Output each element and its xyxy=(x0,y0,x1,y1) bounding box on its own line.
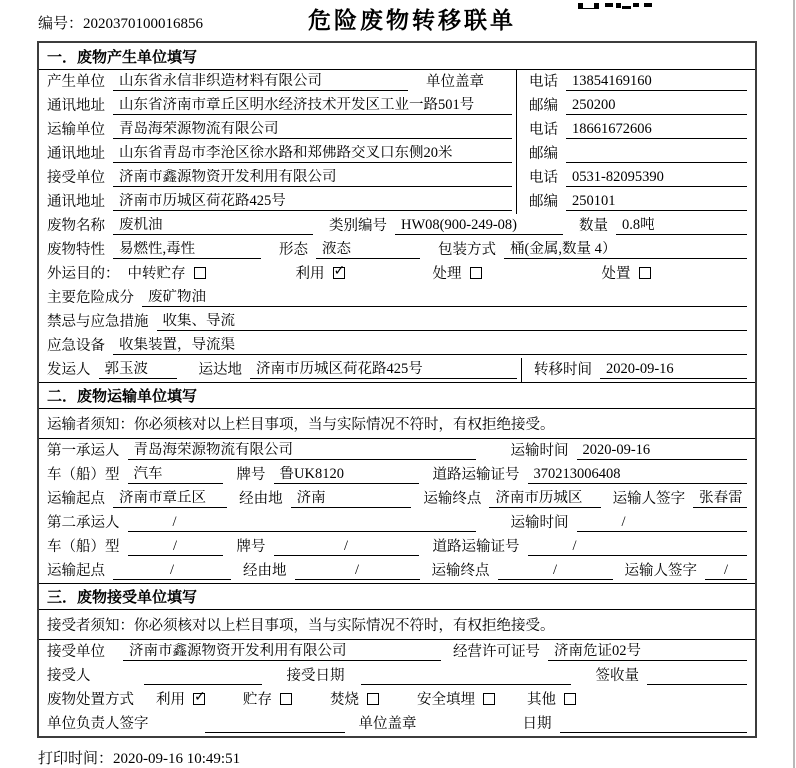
plate-number-value-2: / xyxy=(274,538,419,556)
zip-label: 邮编 xyxy=(529,146,558,162)
company-seal-label: 单位盖章 xyxy=(426,74,484,90)
accepting-unit-value: 济南市鑫源物资开发利用有限公司 xyxy=(123,643,441,661)
terminus-value: 济南市历城区 xyxy=(489,490,600,508)
receiver-unit-row xyxy=(39,166,755,190)
disposal-method-row xyxy=(39,688,755,712)
purpose-option-treat: 处理 xyxy=(433,262,482,283)
transporter-unit-value: 青岛海荣源物流有限公司 xyxy=(113,121,512,139)
acceptor-label: 接受人 xyxy=(47,668,91,684)
road-permit-label: 道路运输证号 xyxy=(432,467,520,483)
disposal-incinerate-checkbox xyxy=(367,693,379,705)
vehicle-type-value-2: / xyxy=(128,538,223,556)
qr-code-icon xyxy=(578,0,652,9)
license-number-value: 济南危证02号 xyxy=(548,643,747,661)
transport-time-label: 运输时间 xyxy=(510,443,569,459)
phone-label: 电话 xyxy=(529,170,558,186)
section2-header: 二．废物运输单位填写 xyxy=(39,382,755,409)
transfer-purpose-label: 外运目的： xyxy=(47,266,120,282)
hazard-component-value: 废矿物油 xyxy=(142,289,747,307)
vehicle-type-row-1 xyxy=(39,463,755,487)
origin-value: 济南市章丘区 xyxy=(113,490,227,508)
waste-name-row xyxy=(39,214,755,238)
waste-name-label: 废物名称 xyxy=(47,218,105,234)
producer-unit-row xyxy=(39,70,755,94)
shipper-value: 郭玉波 xyxy=(99,361,177,379)
treat-checkbox xyxy=(470,267,482,279)
acceptor-row xyxy=(39,664,755,688)
first-carrier-row xyxy=(39,439,755,463)
second-carrier-row xyxy=(39,511,755,535)
destination-label: 运达地 xyxy=(198,362,242,378)
producer-zip-value: 250200 xyxy=(566,97,747,115)
terminus-value-2: / xyxy=(498,562,613,580)
page-right-edge xyxy=(793,0,795,768)
acceptor-value xyxy=(144,684,262,685)
print-time-label: 打印时间： xyxy=(38,751,114,767)
via-label: 经由地 xyxy=(239,491,283,507)
section3-header: 三．废物接受单位填写 xyxy=(39,583,755,610)
accept-date-value xyxy=(361,684,571,685)
terminus-label: 运输终点 xyxy=(431,563,490,579)
transporter-signature-label: 运输人签字 xyxy=(624,563,697,579)
second-carrier-value: / xyxy=(128,514,476,532)
accepting-unit-row xyxy=(39,640,755,664)
receiver-address-value: 济南市历城区荷花路425号 xyxy=(113,193,512,211)
transporter-address-value: 山东省青岛市李沧区徐水路和郑佛路交叉口东侧20米 xyxy=(113,145,512,163)
second-carrier-label: 第二承运人 xyxy=(47,515,120,531)
terminus-label: 运输终点 xyxy=(423,491,482,507)
purpose-option-utilize: 利用 ✓ xyxy=(296,262,345,283)
phone-label: 电话 xyxy=(529,122,558,138)
taboo-measures-value: 收集、导流 xyxy=(157,313,748,331)
vehicle-type-row-2 xyxy=(39,535,755,559)
section1-header: 一．废物产生单位填写 xyxy=(39,43,755,70)
received-amount-value xyxy=(647,684,747,685)
disposal-option-storage: 贮存 xyxy=(243,688,292,709)
packing-value: 桶(金属,数量 4） xyxy=(504,241,747,259)
vehicle-type-label: 车（船）型 xyxy=(47,539,120,555)
emergency-equipment-row xyxy=(39,334,755,358)
waste-trait-value: 易燃性,毒性 xyxy=(113,241,261,259)
responsible-signature-row xyxy=(39,712,755,736)
emergency-equipment-label: 应急设备 xyxy=(47,338,105,354)
transfer-storage-checkbox xyxy=(194,267,206,279)
zip-label: 邮编 xyxy=(529,194,558,210)
zip-label: 邮编 xyxy=(529,98,558,114)
plate-number-label: 牌号 xyxy=(236,539,266,555)
road-permit-label: 道路运输证号 xyxy=(432,539,520,555)
accepting-unit-label: 接受单位 xyxy=(47,644,105,660)
plate-number-label: 牌号 xyxy=(236,467,266,483)
received-amount-label: 签收量 xyxy=(595,668,639,684)
taboo-measures-label: 禁忌与应急措施 xyxy=(47,314,149,330)
transporter-address-row xyxy=(39,142,755,166)
utilize-checkbox xyxy=(333,267,345,279)
disposal-option-landfill: 安全填埋 xyxy=(417,688,495,709)
purpose-option-dispose: 处置 xyxy=(602,262,651,283)
quantity-value: 0.8吨 xyxy=(616,217,747,235)
quantity-label: 数量 xyxy=(579,218,608,234)
company-seal-label: 单位盖章 xyxy=(358,716,417,732)
waste-name-value: 废机油 xyxy=(113,217,313,235)
serial-label: 编号： xyxy=(38,16,84,32)
road-permit-value: 370213006408 xyxy=(528,466,748,484)
form-label: 形态 xyxy=(279,242,308,258)
transfer-purpose-row xyxy=(39,262,755,286)
purpose-option-transfer-storage: 中转贮存 xyxy=(128,262,206,283)
category-code-value: HW08(900-249-08) xyxy=(395,217,563,235)
disposal-landfill-checkbox xyxy=(483,693,495,705)
print-time-value: 2020-09-16 10:49:51 xyxy=(113,751,241,767)
disposal-option-incinerate: 焚烧 xyxy=(330,688,379,709)
shipper-row xyxy=(39,358,755,382)
origin-label: 运输起点 xyxy=(47,563,105,579)
transfer-time-label: 转移时间 xyxy=(534,362,592,378)
disposal-utilize-checkbox xyxy=(193,693,205,705)
via-label: 经由地 xyxy=(243,563,287,579)
first-carrier-label: 第一承运人 xyxy=(47,443,120,459)
manifest-form xyxy=(37,41,757,738)
first-carrier-value: 青岛海荣源物流有限公司 xyxy=(128,442,476,460)
producer-phone-value: 13854169160 xyxy=(566,73,747,91)
origin-value-2: / xyxy=(113,562,231,580)
transfer-time-value: 2020-09-16 xyxy=(600,361,747,379)
producer-address-value: 山东省济南市章丘区明水经济技术开发区工业一路501号 xyxy=(113,97,512,115)
print-time xyxy=(38,747,240,768)
receiver-zip-value: 250101 xyxy=(566,193,747,211)
license-number-label: 经营许可证号 xyxy=(453,644,540,660)
transporter-signature-value: 张春雷 xyxy=(693,490,747,508)
responsible-signature-value xyxy=(205,732,345,733)
disposal-other-checkbox xyxy=(564,693,576,705)
receiver-unit-value: 济南市鑫源物资开发利用有限公司 xyxy=(113,169,512,187)
address-label: 通讯地址 xyxy=(47,194,105,210)
hazard-component-row xyxy=(39,286,755,310)
vehicle-type-value: 汽车 xyxy=(128,466,223,484)
disposal-method-label: 废物处置方式 xyxy=(47,692,134,708)
transporter-signature-value-2: / xyxy=(705,562,747,580)
via-value-2: / xyxy=(295,562,420,580)
receiver-unit-label: 接受单位 xyxy=(47,170,105,186)
plate-number-value: 鲁UK8120 xyxy=(274,466,419,484)
document-title: 危险废物转移联单 xyxy=(308,8,516,33)
address-label: 通讯地址 xyxy=(47,98,105,114)
via-value: 济南 xyxy=(291,490,412,508)
waste-trait-label: 废物特性 xyxy=(47,242,105,258)
responsible-signature-label: 单位负责人签字 xyxy=(47,716,149,732)
accept-date-label: 接受日期 xyxy=(286,668,345,684)
dispose-checkbox xyxy=(639,267,651,279)
route-row-2 xyxy=(39,559,755,583)
receiver-phone-value: 0531-82095390 xyxy=(566,169,747,187)
receiver-notice: 接受者须知：你必须核对以上栏目事项，当与实际情况不符时，有权拒绝接受。 xyxy=(39,610,755,640)
receiver-address-row xyxy=(39,190,755,214)
transporter-unit-row xyxy=(39,118,755,142)
waste-trait-row xyxy=(39,238,755,262)
road-permit-value-2: / xyxy=(528,538,748,556)
serial-value: 2020370100016856 xyxy=(83,16,204,32)
vehicle-type-label: 车（船）型 xyxy=(47,467,120,483)
producer-unit-label: 产生单位 xyxy=(47,74,105,90)
disposal-storage-checkbox xyxy=(280,693,292,705)
transporter-unit-label: 运输单位 xyxy=(47,122,105,138)
transporter-phone-value: 18661672606 xyxy=(566,121,747,139)
phone-label: 电话 xyxy=(529,74,558,90)
emergency-equipment-value: 收集装置，导流渠 xyxy=(113,337,747,355)
date-value xyxy=(560,732,748,733)
route-row-1 xyxy=(39,487,755,511)
transport-time-label: 运输时间 xyxy=(510,515,569,531)
destination-value: 济南市历城区荷花路425号 xyxy=(250,361,517,379)
producer-unit-value: 山东省永信非织造材料有限公司 xyxy=(113,73,408,91)
transporter-zip-value xyxy=(566,162,747,163)
disposal-option-other: 其他 xyxy=(527,688,576,709)
hazard-component-label: 主要危险成分 xyxy=(47,290,134,306)
address-label: 通讯地址 xyxy=(47,146,105,162)
transport-time-value-2: / xyxy=(577,514,748,532)
producer-address-row xyxy=(39,94,755,118)
form-value: 液态 xyxy=(316,241,420,259)
transport-time-value: 2020-09-16 xyxy=(577,442,748,460)
packing-label: 包装方式 xyxy=(438,242,496,258)
category-code-label: 类别编号 xyxy=(329,218,387,234)
transporter-signature-label: 运输人签字 xyxy=(612,491,686,507)
origin-label: 运输起点 xyxy=(47,491,105,507)
taboo-measures-row xyxy=(39,310,755,334)
transporter-notice: 运输者须知：你必须核对以上栏目事项，当与实际情况不符时，有权拒绝接受。 xyxy=(39,409,755,439)
shipper-label: 发运人 xyxy=(47,362,91,378)
date-label: 日期 xyxy=(522,716,552,732)
disposal-option-utilize: 利用 ✓ xyxy=(156,688,205,709)
